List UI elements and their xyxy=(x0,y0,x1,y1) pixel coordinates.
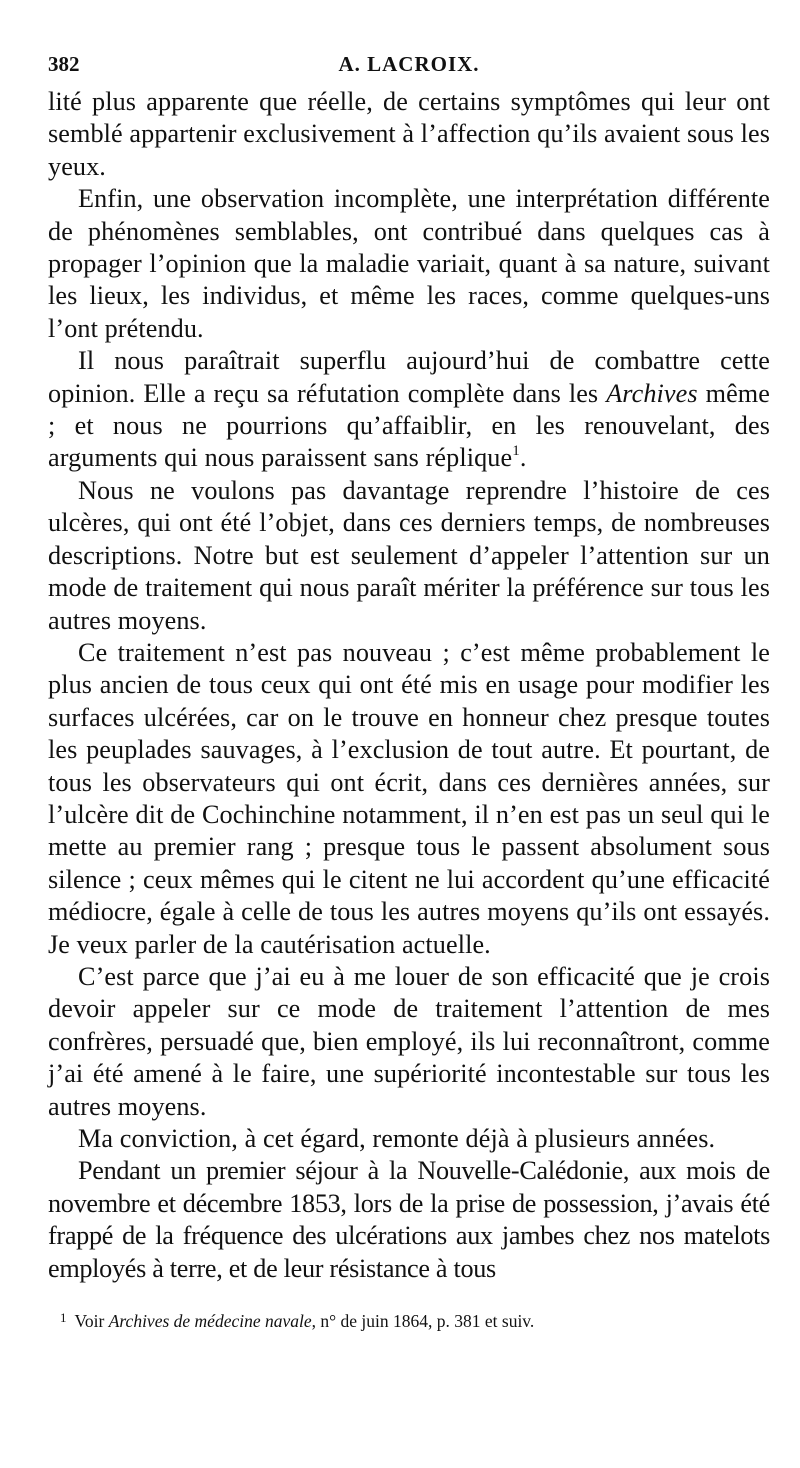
paragraph: Nous ne voulons pas davantage reprendre l’histoire de ces ulcères, qui ont été l’objet, dans ces derniers temps, de nombreuses descriptions. Notre but est seulement d’appeler l’attention sur un mode de traitement qui nous paraît mériter la préférence sur tous les autres moyens. xyxy=(48,475,770,635)
paragraph-text: Il nous paraîtrait superflu aujourd’hui de combattre cette opinion. Elle a reçu sa réfutation complète dans les xyxy=(48,346,770,408)
document-page xyxy=(48,52,770,1332)
italic-term: Archives xyxy=(606,378,698,408)
paragraph: Ma conviction, à cet égard, remonte déjà à plusieurs années. xyxy=(78,1124,716,1153)
footnote-text: Voir xyxy=(74,1311,109,1332)
page-number: 382 xyxy=(48,52,80,76)
footnote xyxy=(48,1307,770,1332)
paragraph-text: même ; et nous ne pourrions qu’affaiblir, en les renouvelant, des arguments qui nous paraissent sans réplique xyxy=(48,378,770,473)
footnote-journal-title: Archives de médecine navale xyxy=(108,1311,312,1332)
paragraph: Enfin, une observation incomplète, une interprétation différente de phénomènes semblables, ont contribué dans quelques cas à propager l’opinion que la maladie variait, quant à sa nature, suivant les lieux, les individus, et même les races, comme quelques-uns l’ont prétendu. xyxy=(48,184,770,343)
paragraph: Pendant un premier séjour à la Nouvelle-Calédonie, aux mois de novembre et décembre 1853, lors de la prise de possession, j’avais été frappé de la fréquence des ulcérations aux jambes chez nos matelots employés à terre, et de leur résistance à tous xyxy=(48,1156,770,1283)
paragraph-continued: lité plus apparente que réelle, de certains symptômes qui leur ont semblé appartenir exclusivement à l’affection qu’ils avaient sous les yeux. xyxy=(48,87,770,181)
paragraph-refutation xyxy=(48,345,770,475)
footnote-text: , n° de juin 1864, p. 381 et suiv. xyxy=(311,1311,535,1332)
paragraph: C’est parce que j’ai eu à me louer de son efficacité que je crois devoir appeler sur ce mode de traitement l’attention de mes confrères, persuadé que, bien employé, ils lui reconnaîtront, comme j’ai été amené à le faire, une supériorité incontestable sur tous les autres moyens. xyxy=(48,961,770,1121)
footnote-reference: 1 xyxy=(512,443,520,460)
paragraph: Ce traitement n’est pas nouveau ; c’est même probablement le plus ancien de tous ceux qui ont été mis en usage pour modifier les surfaces ulcérées, car on le trouve en honneur chez presque toutes les peuplades sauvages, à l’exclusion de tout autre. Et pourtant, de tous les observateurs qui ont écrit, dans ces dernières années, sur l’ulcère dit de Cochinchine notamment, il n’en est pas un seul qui le mette au premier rang ; presque tous le passent absolument sous silence ; ceux mêmes qui le citent ne lui accordent qu’une efficacité médiocre, égale à celle de tous les autres moyens qu’ils ont essayés. Je veux parler de la cautérisation actuelle. xyxy=(48,637,770,959)
paragraph-text: . xyxy=(519,443,527,473)
page-header xyxy=(48,52,770,86)
body-text xyxy=(48,86,770,1285)
running-title: A. LACROIX. xyxy=(338,52,480,76)
footnote-mark: 1 xyxy=(60,1310,67,1326)
